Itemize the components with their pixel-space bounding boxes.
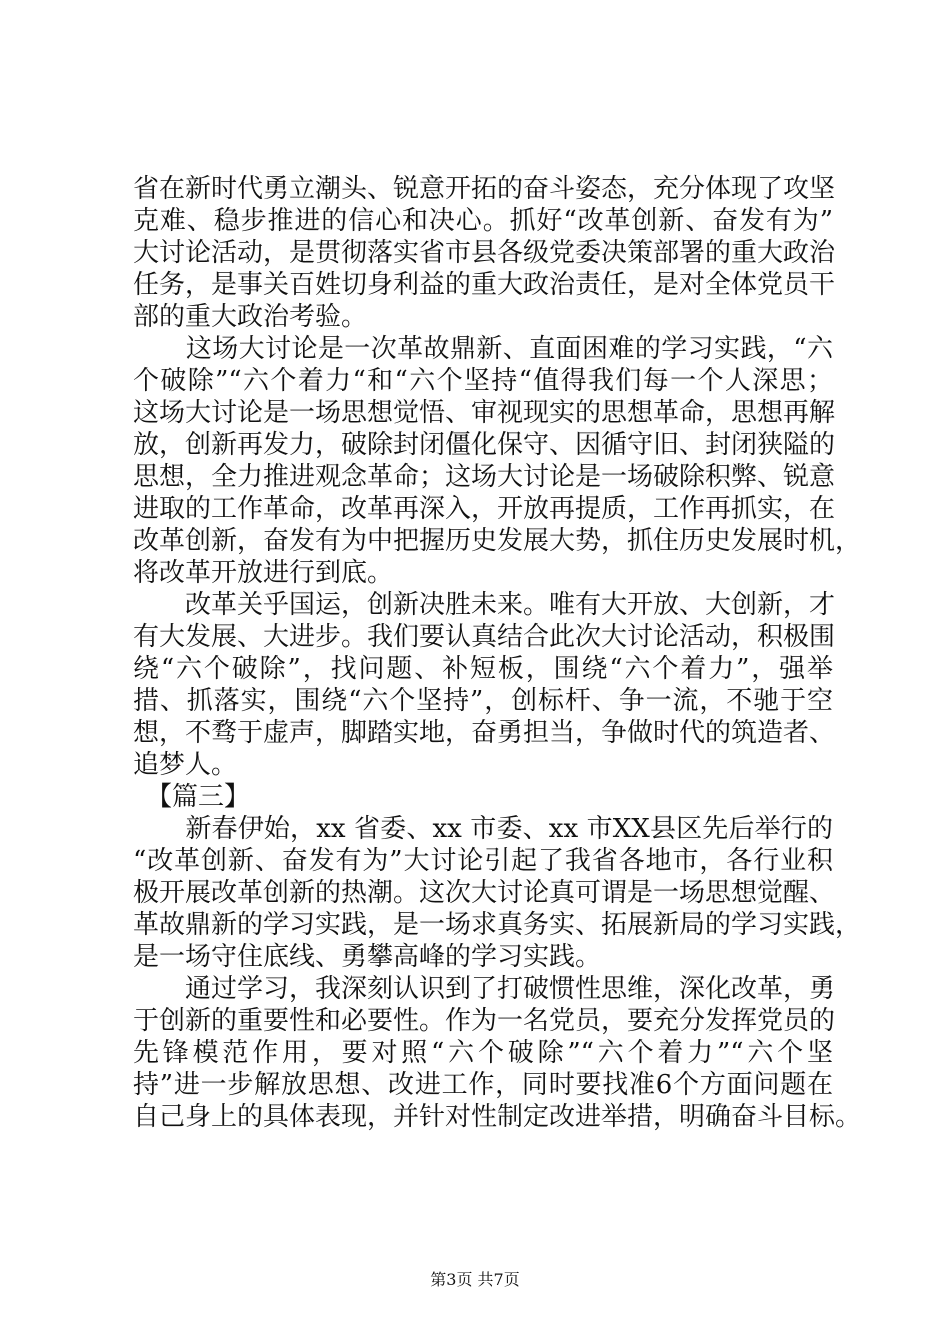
section-heading: 【篇三】 — [133, 782, 251, 812]
text-line: “改革创新、奋发有为”大讨论引起了我省各地市，各行业积 — [133, 846, 833, 876]
text-line: 克难、稳步推进的信心和决心。抓好“改革创新、奋发有为” — [133, 206, 833, 236]
text-line: 改革创新，奋发有为中把握历史发展大势，抓住历史发展时机， — [133, 526, 862, 556]
text-line: 是一场守住底线、勇攀高峰的学习实践。 — [133, 942, 602, 972]
text-line: 部的重大政治考验。 — [133, 302, 368, 332]
text-line: 省在新时代勇立潮头、锐意开拓的奋斗姿态，充分体现了攻坚 — [133, 174, 836, 204]
text-line: 于创新的重要性和必要性。作为一名党员，要充分发挥党员的 — [133, 1006, 836, 1036]
text-line: 将改革开放进行到底。 — [133, 558, 394, 588]
text-line: 革故鼎新的学习实践，是一场求真务实、拓展新局的学习实践， — [133, 910, 862, 940]
text-line: 放，创新再发力，破除封闭僵化保守、因循守旧、封闭狭隘的 — [133, 430, 836, 460]
text-line: 个破除”“六个着力“和“六个坚持“值得我们每一个人深思； — [133, 366, 833, 396]
text-line: 这场大讨论是一场思想觉悟、审视现实的思想革命，思想再解 — [133, 398, 836, 428]
text-line: 追梦人。 — [133, 750, 238, 780]
text-line: 措、抓落实，围绕“六个坚持”，创标杆、争一流，不驰于空 — [133, 686, 833, 716]
text-line: 持”进一步解放思想、改进工作，同时要找准6个方面问题在 — [133, 1070, 833, 1100]
text-line: 先锋模范作用，要对照“六个破除”“六个着力”“六个坚 — [133, 1038, 833, 1068]
text-line: 有大发展、大进步。我们要认真结合此次大讨论活动，积极围 — [133, 622, 836, 652]
text-line: 这场大讨论是一次革故鼎新、直面困难的学习实践，“六 — [133, 334, 833, 364]
text-line: 绕“六个破除”，找问题、补短板，围绕“六个着力”，强举 — [133, 654, 833, 684]
page-number-footer: 第3页 共7页 — [430, 1270, 520, 1289]
text-line: 任务，是事关百姓切身利益的重大政治责任，是对全体党员干 — [133, 270, 836, 300]
text-line: 极开展改革创新的热潮。这次大讨论真可谓是一场思想觉醒、 — [133, 878, 836, 908]
text-line: 大讨论活动，是贯彻落实省市县各级党委决策部署的重大政治 — [133, 238, 836, 268]
text-line: 自己身上的具体表现，并针对性制定改进举措，明确奋斗目标。 — [133, 1102, 862, 1132]
text-line: 新春伊始，xx 省委、xx 市委、xx 市XX县区先后举行的 — [133, 814, 833, 844]
text-line: 通过学习，我深刻认识到了打破惯性思维，深化改革，勇 — [133, 974, 836, 1004]
text-line: 想，不骛于虚声，脚踏实地，奋勇担当，争做时代的筑造者、 — [133, 718, 836, 748]
text-line: 改革关乎国运，创新决胜未来。唯有大开放、大创新，才 — [133, 590, 836, 620]
text-line: 思想，全力推进观念革命；这场大讨论是一场破除积弊、锐意 — [133, 462, 836, 492]
text-line: 进取的工作革命，改革再深入，开放再提质，工作再抓实，在 — [133, 494, 836, 524]
